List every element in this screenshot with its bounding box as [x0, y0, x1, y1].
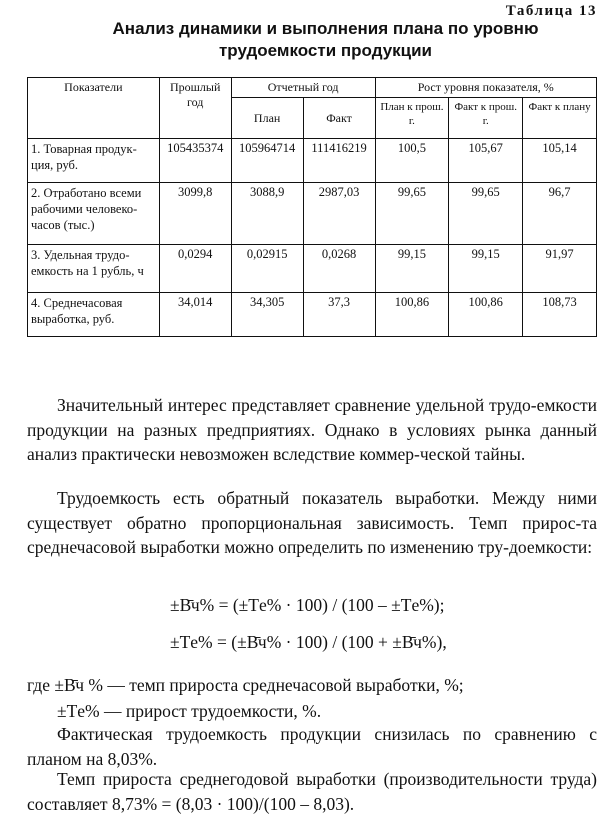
header-fact: Факт: [303, 98, 375, 139]
cell-prev: 0,0294: [159, 245, 231, 293]
cell-plan: 3088,9: [231, 183, 303, 245]
header-plan: План: [231, 98, 303, 139]
cell-plan-to-prev: 99,15: [375, 245, 449, 293]
cell-prev: 105435374: [159, 139, 231, 183]
cell-plan-to-prev: 100,86: [375, 293, 449, 337]
cell-plan: 34,305: [231, 293, 303, 337]
header-fact-to-prev: Факт к прош. г.: [449, 98, 523, 139]
labor-intensity-table: [27, 77, 597, 337]
table-title: Анализ динамики и выполнения плана по уровню трудоемкости продукции: [112, 19, 539, 60]
paragraph-2: Трудоемкость есть обратный показатель выработки. Между ними существует обратно пропорциональная зависимость. Темп прирос-та среднечасовой выработки можно определить по изменению тру-доемкости:: [27, 488, 597, 557]
cell-fact-to-prev: 105,67: [449, 139, 523, 183]
formula-labor-intensity: ±Тe% = (±В̄ч% · 100) / (100 + ±В̄ч%),: [170, 632, 447, 652]
header-report-year: Отчетный год: [231, 78, 375, 98]
cell-plan: 0,02915: [231, 245, 303, 293]
cell-fact: 0,0268: [303, 245, 375, 293]
cell-fact-to-prev: 99,65: [449, 183, 523, 245]
paragraph-4: Темп прироста среднегодовой выработки (производительности труда) составляет 8,73% = (8,03 · 100)/(100 – 8,03).: [27, 769, 597, 814]
table-header-row: [28, 78, 597, 98]
cell-prev: 3099,8: [159, 183, 231, 245]
cell-fact-to-plan: 96,7: [523, 183, 597, 245]
paragraph-1: Значительный интерес представляет сравнение удельной трудо-емкости продукции на разных предприятиях. Однако в условиях рынка данный анализ практически невозможен вследствие коммер-ческой тайны.: [27, 395, 597, 464]
table-row: [28, 293, 597, 337]
cell-plan-to-prev: 100,5: [375, 139, 449, 183]
header-plan-to-prev: План к прош. г.: [375, 98, 449, 139]
row-label: 4. Среднечасовая выработка, руб.: [28, 293, 160, 337]
cell-plan-to-prev: 99,65: [375, 183, 449, 245]
row-label: 3. Удельная трудо-емкость на 1 рубль, ч: [28, 245, 160, 293]
cell-fact-to-prev: 100,86: [449, 293, 523, 337]
cell-fact-to-plan: 105,14: [523, 139, 597, 183]
cell-plan: 105964714: [231, 139, 303, 183]
row-label: 1. Товарная продук-ция, руб.: [28, 139, 160, 183]
header-indicators: Показатели: [28, 78, 160, 139]
table-number: Таблица 13: [505, 3, 597, 19]
cell-fact-to-plan: 108,73: [523, 293, 597, 337]
where-line-1: где ±В̄ч % — темп прироста среднечасовой выработки, %;: [27, 675, 464, 695]
paragraph-3: Фактическая трудоемкость продукции снизилась по сравнению с планом на 8,03%.: [27, 724, 597, 769]
cell-prev: 34,014: [159, 293, 231, 337]
header-fact-to-plan: Факт к плану: [523, 98, 597, 139]
header-prev-year: Прошлый год: [159, 78, 231, 139]
cell-fact: 2987,03: [303, 183, 375, 245]
cell-fact: 111416219: [303, 139, 375, 183]
cell-fact-to-plan: 91,97: [523, 245, 597, 293]
cell-fact-to-prev: 99,15: [449, 245, 523, 293]
where-line-2: ±Тe% — прирост трудоемкости, %.: [57, 701, 322, 721]
table-row: [28, 183, 597, 245]
table-row: [28, 245, 597, 293]
table-row: [28, 139, 597, 183]
cell-fact: 37,3: [303, 293, 375, 337]
formula-output-growth: ±В̄ч% = (±Тe% · 100) / (100 – ±Тe%);: [170, 595, 445, 615]
row-label: 2. Отработано всеми рабочими человеко-часов (тыс.): [28, 183, 160, 245]
header-growth: Рост уровня показателя, %: [375, 78, 596, 98]
